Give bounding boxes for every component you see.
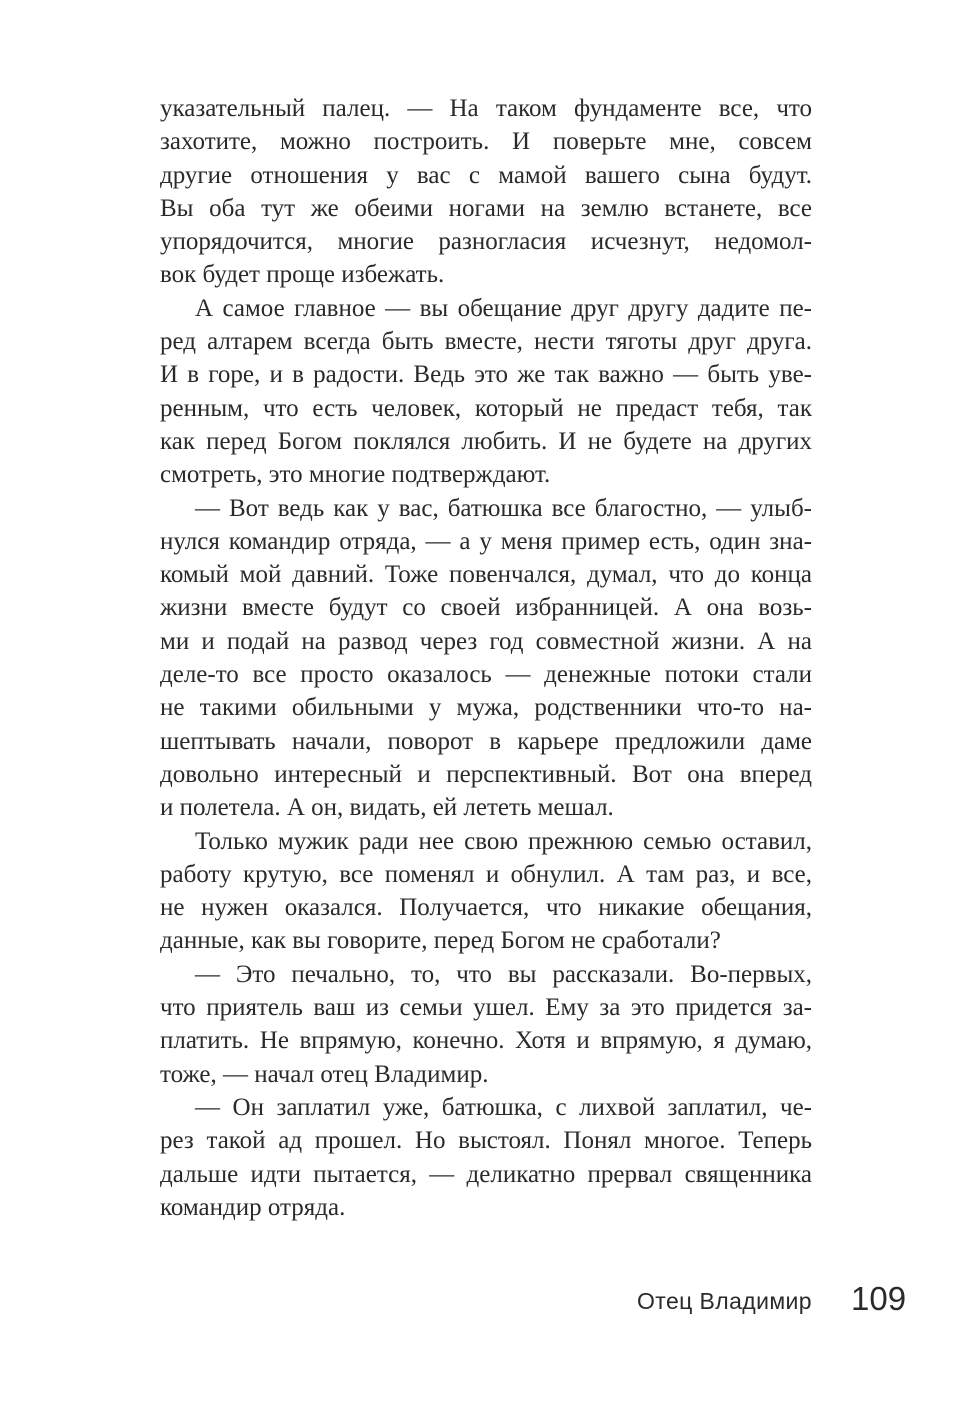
text-line: работу крутую, все поменял и обнулил. А там раз, и все, <box>160 860 812 888</box>
text-line: упорядочится, многие разногласия исчезнут, недомол- <box>160 228 812 256</box>
text-line: — Он заплатил уже, батюшка, с лихвой заплатил, че- <box>195 1093 812 1121</box>
text-line: нулся командир отряда, — а у меня пример есть, один зна- <box>160 527 812 555</box>
text-line: ми и подай на развод через год совместной жизни. А на <box>160 627 812 655</box>
text-line: захотите, можно построить. И поверьте мне, совсем <box>160 128 812 156</box>
text-line: как перед Богом поклялся любить. И не будете на других <box>160 427 812 455</box>
text-line: командир отряда. <box>160 1193 346 1221</box>
text-line: Вы оба тут же обеими ногами на землю встанете, все <box>160 194 812 222</box>
text-line: не нужен оказался. Получается, что никакие обещания, <box>160 894 812 922</box>
text-line: указательный палец. — На таком фундаменте все, что <box>160 95 812 122</box>
text-line: ренным, что есть человек, который не предаст тебя, так <box>160 394 812 422</box>
text-line: что приятель ваш из семьи ушел. Ему за это придется за- <box>160 994 812 1022</box>
text-line: А самое главное — вы обещание друг другу дадите пе- <box>195 294 812 322</box>
text-line: довольно интересный и перспективный. Вот она вперед <box>160 760 812 788</box>
running-title: Отец Владимир <box>637 1288 812 1314</box>
text-line: не такими обильными у мужа, родственники что-то на- <box>160 694 812 722</box>
text-line: дальше идти пытается, — деликатно прервал священника <box>160 1160 812 1188</box>
text-line: — Это печально, то, что вы рассказали. Во-первых, <box>195 960 812 988</box>
text-line: вок будет проще избежать. <box>160 261 445 289</box>
text-line: данные, как вы говорите, перед Богом не сработали? <box>160 927 721 955</box>
text-line: смотреть, это многие подтверждают. <box>160 461 551 489</box>
text-line: шептывать начали, поворот в карьере предложили даме <box>160 727 812 755</box>
page-number: 109 <box>851 1280 907 1317</box>
text-line: другие отношения у вас с мамой вашего сына будут. <box>160 161 812 189</box>
text-line: жизни вместе будут со своей избранницей. А она возь- <box>160 594 812 622</box>
text-line: деле-то все просто оказалось — денежные потоки стали <box>160 661 812 689</box>
text-line: тоже, — начал отец Владимир. <box>160 1060 489 1088</box>
text-line: И в горе, и в радости. Ведь это же так важно — быть уве- <box>160 361 812 389</box>
text-line: — Вот ведь как у вас, батюшка все благостно, — улыб- <box>195 494 812 522</box>
text-line: рез такой ад прошел. Но выстоял. Понял многое. Теперь <box>160 1127 812 1155</box>
text-line: платить. Не впрямую, конечно. Хотя и впрямую, я думаю, <box>160 1027 812 1055</box>
text-line: ред алтарем всегда быть вместе, нести тяготы друг друга. <box>160 328 812 356</box>
text-line: и полетела. А он, видать, ей лететь мешал. <box>160 794 614 822</box>
text-line: комый мой давний. Тоже повенчался, думал, что до конца <box>160 561 812 589</box>
body-text <box>160 92 812 1224</box>
text-line: Только мужик ради нее свою прежнюю семью оставил, <box>195 827 812 855</box>
